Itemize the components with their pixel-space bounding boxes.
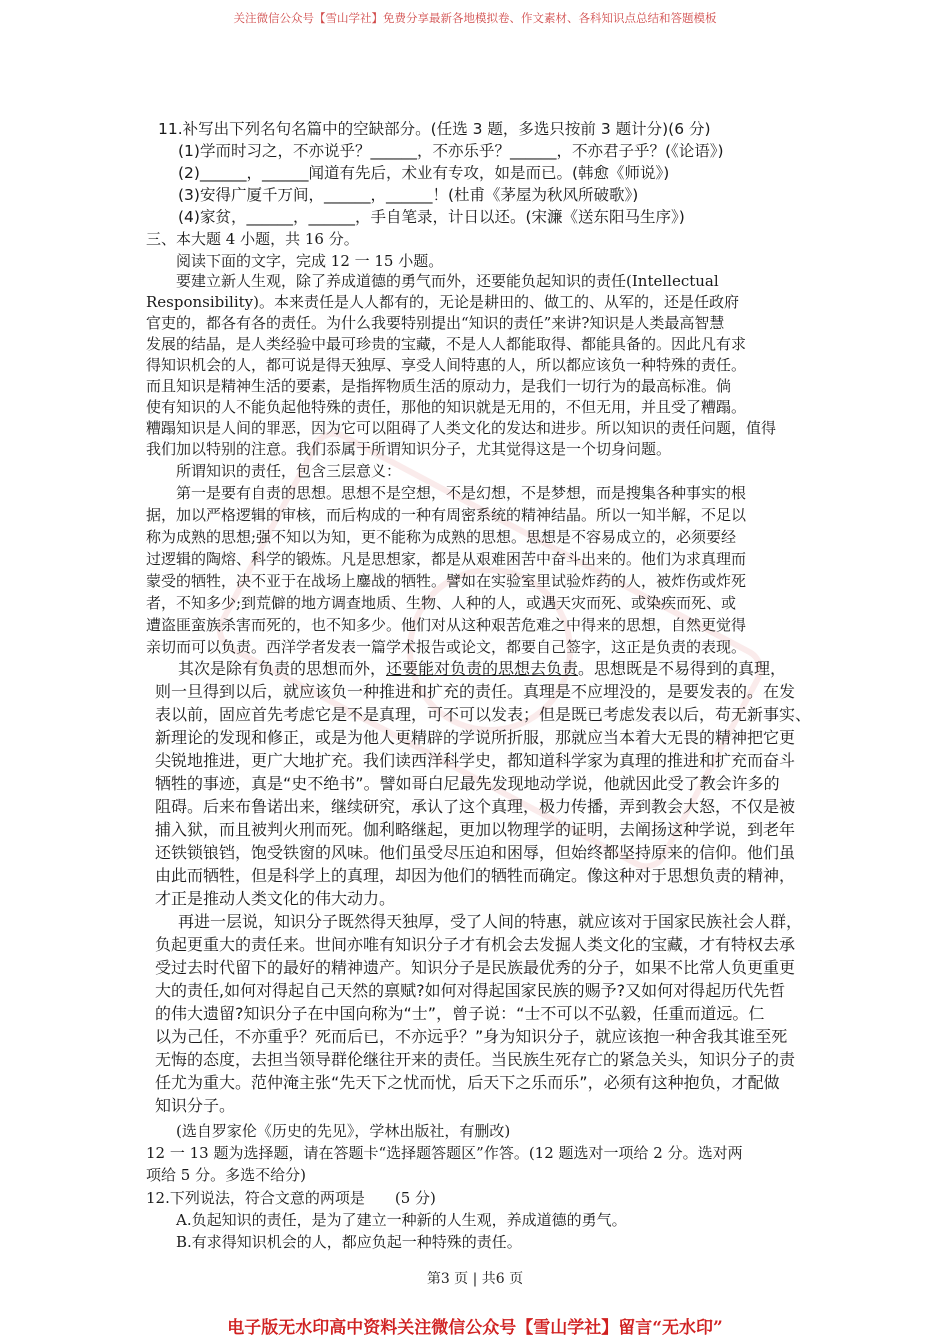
passage-line: 以为己任，不亦重乎？死而后已，不亦远乎？”身为知识分子，就应该抱一种舍我其谁至死 xyxy=(155,1027,788,1046)
q11-title: 11.补写出下列名句名篇中的空缺部分。(任选 3 题，多选只按前 3 题计分)(6 分) xyxy=(158,120,711,138)
passage-line: 据，加以严格逻辑的审核，而后构成的一种有周密系统的精神结晶。所以一知半解，不足以 xyxy=(146,506,747,524)
passage-line: 称为成熟的思想;强不知以为知，更不能称为成熟的思想。思想是不容易成立的，必须要经 xyxy=(146,528,737,546)
passage-line: 新理论的发现和修正，或是为他人更精辟的学说所折服，那就应当本着大无畏的精神把它更 xyxy=(155,728,796,747)
reading-intro: 阅读下面的文字，完成 12 一 15 小题。 xyxy=(176,252,444,270)
passage-line: 要建立新人生观，除了养成道德的勇气而外，还要能负起知识的责任(Intellectual xyxy=(176,272,719,290)
q12-stem: 12.下列说法，符合文意的两项是 (5 分) xyxy=(146,1189,436,1207)
passage-line: 官吏的，都各有各的责任。为什么我要特别提出“知识的责任”来讲?知识是人类最高智慧 xyxy=(146,314,725,332)
underlined-phrase: 还要能对负责的思想去负责 xyxy=(386,659,579,678)
passage-line: 者，不知多少;到荒僻的地方调查地质、生物、人种的人，或遇天灾而死、或染疾而死、或 xyxy=(146,594,737,612)
header-banner: 关注微信公众号【雪山学社】免费分享最新各地模拟卷、作文素材、各科知识点总结和答题模板 xyxy=(233,11,717,25)
passage-line: 任尤为重大。范仲淹主张“先天下之忧而忧，后天下之乐而乐”，必须有这种抱负，才配做 xyxy=(155,1073,780,1092)
passage-line: 其次是除有负责的思想而外，还要能对负责的思想去负责。思想既是不易得到的真理， xyxy=(178,659,787,678)
passage-line: 发展的结晶，是人类经验中最可珍贵的宝藏，不是人人都能取得、都能具备的。因此凡有求 xyxy=(146,335,747,353)
passage-line: 我们加以特别的注意。我们忝属于所谓知识分子，尤其觉得这是一个切身问题。 xyxy=(146,440,672,458)
passage-line: 再进一层说，知识分子既然得天独厚，受了人间的特惠，就应该对于国家民族社会人群， xyxy=(178,912,803,931)
q11-item: (3)安得广厦千万间，______，______！(杜甫《茅屋为秋风所破歌》) xyxy=(178,186,639,204)
passage-line: 遭盗匪蛮族杀害而死的，也不知多少。他们对从这种艰苦危难之中得来的思想，自然更觉得 xyxy=(146,616,747,634)
bottom-banner: 电子版无水印高中资料关注微信公众号【雪山学社】留言“无水印” xyxy=(227,1318,723,1338)
passage-line: 捕入狱，而且被判火刑而死。伽利略继起，更加以物理学的证明，去阐扬这种学说，到老年 xyxy=(155,820,796,839)
passage-line: 大的责任,如何对得起自己天然的禀赋?如何对得起国家民族的赐予?又如何对得起历代先哲 xyxy=(155,981,786,1000)
passage-line: 所谓知识的责任，包含三层意义： xyxy=(176,462,402,480)
q12-option-b: B.有求得知识机会的人，都应负起一种特殊的责任。 xyxy=(176,1233,522,1251)
q11-item: (2)______，______闻道有先后，术业有专攻，如是而已。(韩愈《师说》) xyxy=(178,164,670,182)
page-footer: 第3 页 | 共6 页 xyxy=(426,1271,524,1287)
passage-line: 而且知识是精神生活的要素，是指挥物质生活的原动力，是我们一切行为的最高标准。倘 xyxy=(146,377,732,395)
passage-line: 阻碍。后来布鲁诺出来，继续研究，承认了这个真理，极力传播，弄到教会大怒，不仅是被 xyxy=(155,797,796,816)
passage-line: 蒙受的牺牲，决不亚于在战场上鏖战的牺牲。譬如在实验室里试验炸药的人，被炸伤或炸死 xyxy=(146,572,747,590)
passage-line: Responsibility)。本来责任是人人都有的，无论是耕田的、做工的、从军的，还是任政府 xyxy=(146,293,740,311)
passage-line: 使有知识的人不能负起他特殊的责任，那他的知识就是无用的，不但无用，并且受了糟蹋。 xyxy=(146,398,747,416)
passage-line: 的伟大遗留?知识分子在中国向称为“士”，曾子说：“士不可以不弘毅，任重而道远。仁 xyxy=(155,1004,765,1023)
passage-source: (选自罗家伦《历史的先见》，学林出版社，有删改) xyxy=(176,1122,511,1140)
passage-line: 亲切而可以负责。西洋学者发表一篇学术报告或论文，都要自己签字，这正是负责的表现。 xyxy=(146,638,747,656)
q11-item: (4)家贫，______，______，手自笔录，计日以还。(宋濂《送东阳马生序》) xyxy=(178,208,685,226)
passage-line: 知识分子。 xyxy=(155,1096,236,1115)
passage-line: 则一旦得到以后，就应该负一种推进和扩充的责任。真理是不应埋没的，是要发表的。在发 xyxy=(155,682,796,701)
section-heading: 三、本大题 4 小题，共 16 分。 xyxy=(146,230,359,248)
passage-line: 第一是要有自责的思想。思想不是空想，不是幻想，不是梦想，而是搜集各种事实的根 xyxy=(176,484,747,502)
passage-line: 由此而牺牲，但是科学上的真理，却因为他们的牺牲而确定。像这种对于思想负责的精神， xyxy=(155,866,796,885)
passage-line: 无悔的态度，去担当领导群伦继往开来的责任。当民族生死存亡的紧急关头，知识分子的责 xyxy=(155,1050,796,1069)
q11-item: (1)学而时习之，不亦说乎？______，不亦乐乎？______，不亦君子乎？(《论语》) xyxy=(178,142,724,160)
passage-line: 受过去时代留下的最好的精神遗产。知识分子是民族最优秀的分子，如果不比常人负更重更 xyxy=(155,958,796,977)
passage-line: 还铁锁锒铛，饱受铁窗的风味。他们虽受尽压迫和困辱，但始终都坚持原来的信仰。他们虽 xyxy=(155,843,796,862)
passage-line: 牺牲的事迹，真是“史不绝书”。譬如哥白尼最先发现地动学说，他就因此受了教会许多的 xyxy=(155,774,780,793)
passage-line: 表以前，固应首先考虑它是不是真理，可不可以发表；但是既已考虑发表以后，苟无新事实、 xyxy=(155,705,812,724)
passage-line: 才正是推动人类文化的伟大动力。 xyxy=(155,889,396,908)
passage-line: 糟蹋知识是人间的罪恶，因为它可以阻碍了人类文化的发达和进步。所以知识的责任问题，值得 xyxy=(146,419,777,437)
passage-line: 尖锐地推进，更广大地扩充。我们读西洋科学史，都知道科学家为真理的推进和扩充而奋斗 xyxy=(155,751,796,770)
q12-option-a: A.负起知识的责任，是为了建立一种新的人生观，养成道德的勇气。 xyxy=(176,1211,627,1229)
passage-line: 过逻辑的陶熔、科学的锻炼。凡是思想家，都是从艰难困苦中奋斗出来的。他们为求真理而 xyxy=(146,550,747,568)
instructions-line: 项给 5 分。多选不给分) xyxy=(146,1166,306,1184)
instructions-line: 12 一 13 题为选择题，请在答题卡“选择题答题区”作答。(12 题选对一项给 2 分。选对两 xyxy=(146,1144,743,1162)
passage-line: 负起更重大的责任来。世间亦唯有知识分子才有机会去发掘人类文化的宝藏，才有特权去承 xyxy=(155,935,796,954)
passage-line: 得知识机会的人，都可说是得天独厚、享受人间特惠的人，所以都应该负一种特殊的责任。 xyxy=(146,356,747,374)
